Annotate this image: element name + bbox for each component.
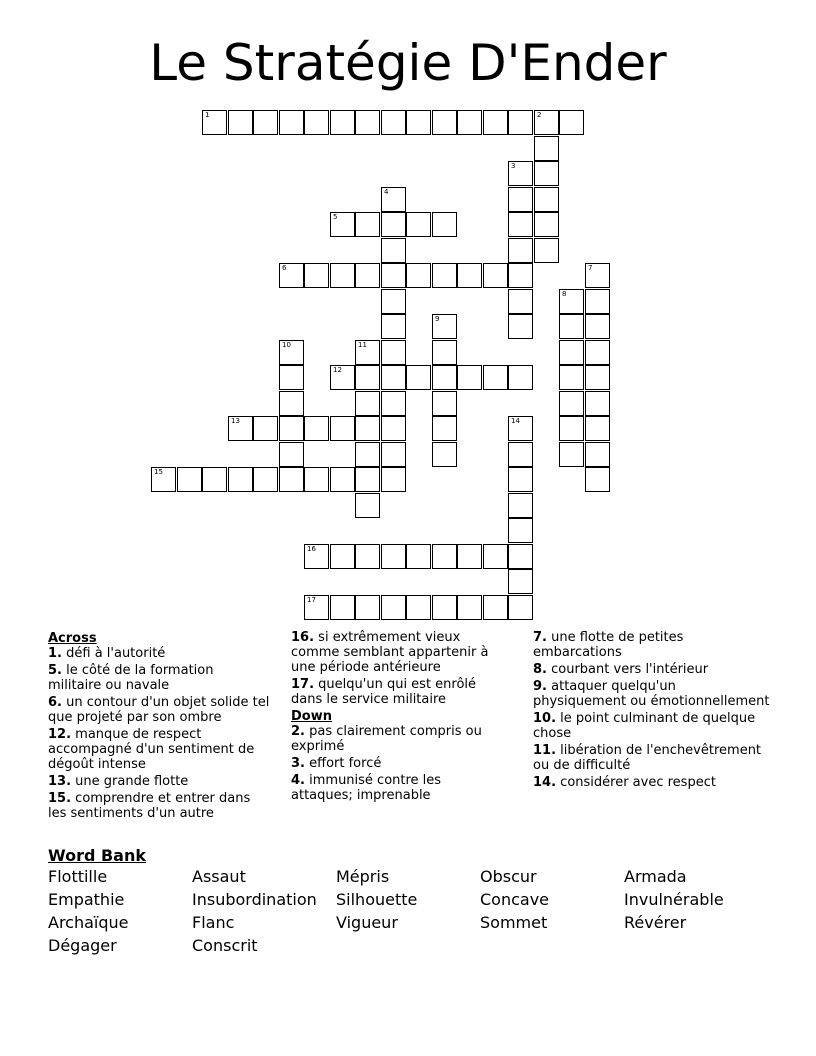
word-bank-item: Armada	[624, 867, 687, 886]
grid-cell[interactable]	[381, 391, 406, 416]
grid-cell[interactable]	[508, 161, 533, 186]
grid-cell[interactable]	[559, 365, 584, 390]
grid-cell[interactable]	[381, 365, 406, 390]
grid-cell[interactable]	[457, 263, 482, 288]
grid-cell[interactable]	[508, 569, 533, 594]
clue-item-number: 16.	[291, 630, 315, 645]
grid-cell[interactable]	[508, 289, 533, 314]
grid-cell[interactable]	[457, 595, 482, 620]
clue-item-text: comprendre et entrer dans les sentiments d'un autre	[48, 791, 251, 821]
clue-number: 16	[307, 545, 316, 553]
grid-cell[interactable]	[432, 595, 457, 620]
clue-item	[291, 756, 506, 771]
grid-cell[interactable]	[381, 595, 406, 620]
clue-item	[291, 677, 506, 707]
grid-cell[interactable]	[355, 442, 380, 467]
clue-item-text: pas clairement compris ou exprimé	[291, 724, 482, 754]
page-title: Le Stratégie D'Ender	[149, 34, 667, 92]
clue-item-number: 11.	[533, 743, 557, 758]
grid-cell[interactable]	[559, 442, 584, 467]
word-bank-item: Mépris	[336, 867, 390, 886]
grid-cell[interactable]	[330, 416, 355, 441]
grid-cell[interactable]	[432, 416, 457, 441]
word-bank-item: Insubordination	[192, 890, 317, 909]
grid-cell[interactable]	[279, 340, 304, 365]
grid-cell[interactable]	[585, 314, 610, 339]
word-bank-item: Empathie	[48, 890, 125, 909]
clue-item-number: 17.	[291, 677, 315, 692]
grid-cell[interactable]	[432, 391, 457, 416]
clue-number: 15	[154, 468, 163, 476]
word-bank-item: Archaïque	[48, 913, 129, 932]
clue-item	[291, 630, 506, 675]
clue-item-number: 10.	[533, 711, 557, 726]
clue-item	[48, 727, 270, 772]
grid-cell[interactable]	[534, 212, 559, 237]
word-bank-title: Word Bank	[48, 846, 147, 865]
grid-cell[interactable]	[381, 187, 406, 212]
grid-cell[interactable]	[253, 467, 278, 492]
grid-cell[interactable]	[381, 110, 406, 135]
word-bank-item: Flottille	[48, 867, 108, 886]
clue-number: 2	[537, 111, 542, 119]
clue-item-text: le côté de la formation militaire ou navale	[48, 663, 214, 693]
clue-item-number: 5.	[48, 663, 62, 678]
grid-cell[interactable]	[381, 416, 406, 441]
grid-cell[interactable]	[177, 467, 202, 492]
clue-number: 7	[588, 264, 593, 272]
grid-cell[interactable]	[508, 442, 533, 467]
grid-cell[interactable]	[457, 365, 482, 390]
grid-cell[interactable]	[508, 187, 533, 212]
grid-cell[interactable]	[559, 391, 584, 416]
grid-cell[interactable]	[381, 340, 406, 365]
clue-item-number: 12.	[48, 727, 72, 742]
grid-cell[interactable]	[508, 493, 533, 518]
grid-cell[interactable]	[202, 110, 227, 135]
grid-cell[interactable]	[355, 365, 380, 390]
clue-number: 9	[435, 315, 440, 323]
grid-cell[interactable]	[304, 263, 329, 288]
grid-cell[interactable]	[432, 263, 457, 288]
grid-cell[interactable]	[355, 391, 380, 416]
clue-number: 10	[282, 341, 291, 349]
clue-item	[48, 663, 270, 693]
grid-cell[interactable]	[355, 416, 380, 441]
grid-cell[interactable]	[304, 595, 329, 620]
clue-item-text: libération de l'enchevêtrement ou de difficulté	[533, 743, 762, 773]
clue-item-number: 1.	[48, 646, 62, 661]
grid-cell[interactable]	[330, 595, 355, 620]
grid-cell[interactable]	[483, 544, 508, 569]
word-bank-item: Invulnérable	[624, 890, 724, 909]
word-bank-item: Dégager	[48, 936, 117, 955]
grid-cell[interactable]	[381, 263, 406, 288]
grid-cell[interactable]	[508, 365, 533, 390]
grid-cell[interactable]	[279, 391, 304, 416]
grid-cell[interactable]	[279, 110, 304, 135]
clue-item-number: 4.	[291, 773, 305, 788]
grid-cell[interactable]	[585, 340, 610, 365]
clue-item	[291, 773, 506, 803]
grid-cell[interactable]	[279, 442, 304, 467]
grid-cell[interactable]	[585, 263, 610, 288]
word-bank-item: Sommet	[480, 913, 548, 932]
grid-cell[interactable]	[202, 467, 227, 492]
grid-cell[interactable]	[534, 136, 559, 161]
grid-cell[interactable]	[304, 544, 329, 569]
grid-cell[interactable]	[355, 467, 380, 492]
clue-list	[291, 630, 506, 707]
grid-cell[interactable]	[355, 212, 380, 237]
word-bank-item: Révérer	[624, 913, 687, 932]
clue-number: 5	[333, 213, 338, 221]
clue-item	[48, 774, 270, 789]
word-bank-item: Vigueur	[336, 913, 398, 932]
word-bank-item: Flanc	[192, 913, 235, 932]
clue-item	[533, 743, 773, 773]
grid-cell[interactable]	[457, 544, 482, 569]
grid-cell[interactable]	[381, 442, 406, 467]
clue-item-number: 8.	[533, 662, 547, 677]
clue-number: 6	[282, 264, 287, 272]
grid-cell[interactable]	[330, 467, 355, 492]
grid-cell[interactable]	[559, 416, 584, 441]
grid-cell[interactable]	[483, 365, 508, 390]
clue-item	[533, 679, 773, 709]
clue-item	[533, 775, 773, 790]
grid-cell[interactable]	[432, 212, 457, 237]
grid-cell[interactable]	[330, 110, 355, 135]
word-bank-item: Conscrit	[192, 936, 258, 955]
clue-item-number: 9.	[533, 679, 547, 694]
grid-cell[interactable]	[228, 416, 253, 441]
clue-item-text: courbant vers l'intérieur	[551, 662, 709, 677]
clue-list	[533, 630, 773, 790]
clue-item-number: 2.	[291, 724, 305, 739]
grid-cell[interactable]	[559, 110, 584, 135]
clue-number: 11	[358, 341, 367, 349]
grid-cell[interactable]	[559, 314, 584, 339]
grid-cell[interactable]	[355, 595, 380, 620]
clue-item-number: 6.	[48, 695, 62, 710]
clue-item	[48, 695, 270, 725]
grid-cell[interactable]	[151, 467, 176, 492]
grid-cell[interactable]	[355, 544, 380, 569]
clue-item-text: si extrêmement vieux comme semblant appartenir à une période antérieure	[291, 630, 489, 675]
grid-cell[interactable]	[279, 467, 304, 492]
clue-item	[48, 791, 270, 821]
grid-cell[interactable]	[381, 238, 406, 263]
grid-cell[interactable]	[559, 289, 584, 314]
grid-cell[interactable]	[381, 289, 406, 314]
clue-item-text: une flotte de petites embarcations	[533, 630, 684, 660]
clue-item	[48, 646, 270, 661]
clue-item-text: manque de respect accompagné d'un sentiment de dégoût intense	[48, 727, 255, 772]
grid-cell[interactable]	[508, 110, 533, 135]
grid-cell[interactable]	[304, 416, 329, 441]
clues-column-2	[291, 630, 506, 805]
grid-cell[interactable]	[228, 467, 253, 492]
grid-cell[interactable]	[253, 110, 278, 135]
grid-cell[interactable]	[279, 365, 304, 390]
clue-item-text: attaquer quelqu'un physiquement ou émotionnellement	[533, 679, 770, 709]
grid-cell[interactable]	[508, 212, 533, 237]
grid-cell[interactable]	[585, 467, 610, 492]
clue-item-text: un contour d'un objet solide tel que projeté par son ombre	[48, 695, 270, 725]
grid-cell[interactable]	[330, 212, 355, 237]
grid-cell[interactable]	[381, 544, 406, 569]
grid-cell[interactable]	[432, 544, 457, 569]
grid-cell[interactable]	[330, 263, 355, 288]
grid-cell[interactable]	[559, 340, 584, 365]
grid-cell[interactable]	[406, 110, 431, 135]
grid-cell[interactable]	[483, 110, 508, 135]
word-bank-item: Concave	[480, 890, 550, 909]
clue-item-text: le point culminant de quelque chose	[533, 711, 756, 741]
grid-cell[interactable]	[508, 416, 533, 441]
grid-cell[interactable]	[355, 263, 380, 288]
grid-cell[interactable]	[355, 493, 380, 518]
clue-number: 12	[333, 366, 342, 374]
grid-cell[interactable]	[304, 467, 329, 492]
grid-cell[interactable]	[432, 314, 457, 339]
grid-cell[interactable]	[534, 238, 559, 263]
clue-item-text: considérer avec respect	[560, 775, 716, 790]
grid-cell[interactable]	[228, 110, 253, 135]
grid-cell[interactable]	[508, 595, 533, 620]
clue-item-number: 15.	[48, 791, 72, 806]
clue-number: 3	[511, 162, 516, 170]
clue-list	[48, 646, 270, 821]
grid-cell[interactable]	[508, 263, 533, 288]
clue-item-text: immunisé contre les attaques; imprenable	[291, 773, 442, 803]
clue-item-number: 3.	[291, 756, 305, 771]
grid-cell[interactable]	[381, 212, 406, 237]
grid-cell[interactable]	[381, 314, 406, 339]
grid-cell[interactable]	[585, 442, 610, 467]
clue-number: 4	[384, 188, 389, 196]
clue-item-text: défi à l'autorité	[66, 646, 166, 661]
grid-cell[interactable]	[508, 544, 533, 569]
word-bank-item: Obscur	[480, 867, 537, 886]
grid-cell[interactable]	[508, 238, 533, 263]
grid-cell[interactable]	[432, 110, 457, 135]
grid-cell[interactable]	[406, 212, 431, 237]
across-heading: Across	[48, 631, 97, 646]
grid-cell[interactable]	[534, 110, 559, 135]
grid-cell[interactable]	[355, 110, 380, 135]
grid-cell[interactable]	[585, 289, 610, 314]
grid-cell[interactable]	[355, 340, 380, 365]
down-heading: Down	[291, 709, 332, 724]
grid-cell[interactable]	[585, 416, 610, 441]
clue-list	[291, 724, 506, 803]
clue-number: 14	[511, 417, 520, 425]
grid-cell[interactable]	[330, 365, 355, 390]
clues-column-1	[48, 630, 270, 823]
grid-cell[interactable]	[406, 544, 431, 569]
grid-cell[interactable]	[508, 467, 533, 492]
word-bank-item: Silhouette	[336, 890, 418, 909]
grid-cell[interactable]	[279, 263, 304, 288]
grid-cell[interactable]	[457, 110, 482, 135]
clue-number: 17	[307, 596, 316, 604]
grid-cell[interactable]	[406, 263, 431, 288]
grid-cell[interactable]	[432, 442, 457, 467]
grid-cell[interactable]	[432, 365, 457, 390]
grid-cell[interactable]	[330, 544, 355, 569]
clue-item-number: 14.	[533, 775, 557, 790]
grid-cell[interactable]	[534, 161, 559, 186]
word-bank-item: Assaut	[192, 867, 246, 886]
grid-cell[interactable]	[585, 365, 610, 390]
grid-cell[interactable]	[381, 467, 406, 492]
clue-number: 13	[231, 417, 240, 425]
grid-cell[interactable]	[406, 365, 431, 390]
clues-column-3	[533, 630, 773, 792]
grid-cell[interactable]	[585, 391, 610, 416]
clue-number: 1	[205, 111, 210, 119]
grid-cell[interactable]	[534, 187, 559, 212]
clue-item	[291, 724, 506, 754]
grid-cell[interactable]	[508, 314, 533, 339]
clue-item	[533, 662, 773, 677]
grid-cell[interactable]	[253, 416, 278, 441]
grid-cell[interactable]	[304, 110, 329, 135]
clue-item-number: 7.	[533, 630, 547, 645]
clue-item-text: quelqu'un qui est enrôlé dans le service militaire	[291, 677, 477, 707]
grid-cell[interactable]	[406, 595, 431, 620]
grid-cell[interactable]	[483, 595, 508, 620]
clue-item-text: une grande flotte	[75, 774, 189, 789]
clue-item	[533, 711, 773, 741]
grid-cell[interactable]	[483, 263, 508, 288]
grid-cell[interactable]	[508, 518, 533, 543]
grid-cell[interactable]	[279, 416, 304, 441]
clue-item	[533, 630, 773, 660]
clue-number: 8	[562, 290, 567, 298]
clue-item-number: 13.	[48, 774, 72, 789]
clue-item-text: effort forcé	[309, 756, 382, 771]
grid-cell[interactable]	[432, 340, 457, 365]
